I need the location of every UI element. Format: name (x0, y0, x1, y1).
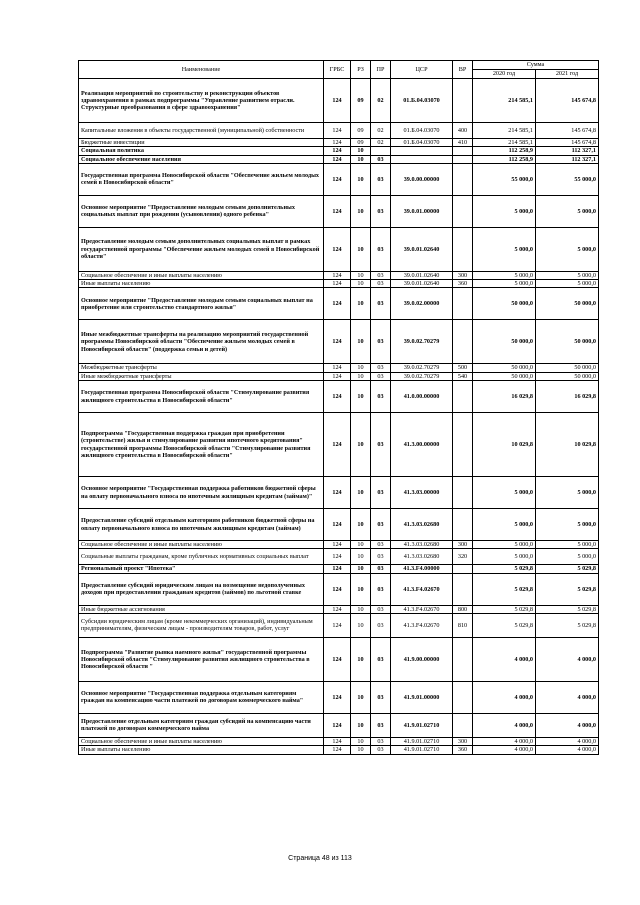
row-pr: 03 (371, 195, 391, 227)
row-pr: 03 (371, 573, 391, 605)
row-pr: 03 (371, 509, 391, 541)
row-sum-2020: 5 029,8 (473, 565, 536, 573)
row-grbs: 124 (324, 541, 351, 549)
row-csr: 41.9.01.02710 (391, 713, 453, 737)
row-sum-2021: 4 000,0 (536, 737, 599, 745)
row-csr: 41.3.03.02680 (391, 509, 453, 541)
row-rz: 10 (351, 737, 371, 745)
row-pr: 03 (371, 288, 391, 320)
row-name: Подпрограмма "Развитие рынка наемного жилья" государственной программы Новосибирской области "Стимулирование развития жилищного строительства в Новосибирской области " (79, 637, 324, 681)
row-sum-2020: 16 029,8 (473, 381, 536, 413)
row-sum-2020: 5 000,0 (473, 549, 536, 565)
row-name: Бюджетные инвестиции (79, 139, 324, 147)
row-rz: 10 (351, 195, 371, 227)
row-csr: 41.3.F4.02670 (391, 613, 453, 637)
row-csr: 41.3.03.02680 (391, 549, 453, 565)
col-header-2021: 2021 год (536, 70, 599, 79)
row-sum-2021: 5 029,8 (536, 605, 599, 613)
row-csr: 41.3.F4.00000 (391, 565, 453, 573)
table-row (79, 364, 599, 372)
table-row (79, 541, 599, 549)
col-header-sum: Сумма (473, 61, 599, 70)
row-grbs: 124 (324, 413, 351, 477)
row-csr: 39.0.02.70279 (391, 320, 453, 364)
row-sum-2020: 5 000,0 (473, 280, 536, 288)
table-row (79, 381, 599, 413)
row-csr: 39.0.02.70279 (391, 364, 453, 372)
table-row (79, 681, 599, 713)
row-csr: 01.Б.04.03070 (391, 123, 453, 139)
row-sum-2020: 4 000,0 (473, 746, 536, 754)
row-sum-2021: 5 000,0 (536, 195, 599, 227)
row-pr: 03 (371, 565, 391, 573)
table-row (79, 288, 599, 320)
row-vr (453, 713, 473, 737)
row-csr: 39.0.02.70279 (391, 372, 453, 380)
row-csr: 39.0.01.02640 (391, 227, 453, 271)
row-pr: 03 (371, 477, 391, 509)
row-sum-2020: 112 258,9 (473, 155, 536, 163)
row-vr (453, 637, 473, 681)
row-sum-2021: 145 674,8 (536, 123, 599, 139)
row-vr: 810 (453, 613, 473, 637)
row-sum-2021: 145 674,8 (536, 139, 599, 147)
row-rz: 10 (351, 509, 371, 541)
row-csr: 01.Б.04.03070 (391, 79, 453, 123)
row-vr: 500 (453, 364, 473, 372)
row-grbs: 124 (324, 681, 351, 713)
row-sum-2021: 16 029,8 (536, 381, 599, 413)
row-sum-2020: 214 585,1 (473, 123, 536, 139)
row-rz: 10 (351, 637, 371, 681)
row-rz: 10 (351, 613, 371, 637)
row-pr: 03 (371, 637, 391, 681)
row-grbs: 124 (324, 155, 351, 163)
row-grbs: 124 (324, 195, 351, 227)
row-grbs: 124 (324, 364, 351, 372)
row-sum-2021: 5 029,8 (536, 573, 599, 605)
row-name: Предоставление отдельным категориям граждан субсидий на компенсацию части платежей по договорам коммерческого найма (79, 713, 324, 737)
row-sum-2020: 50 000,0 (473, 372, 536, 380)
table-row (79, 320, 599, 364)
table-row (79, 280, 599, 288)
row-sum-2021: 5 000,0 (536, 477, 599, 509)
row-name: Социальное обеспечение и иные выплаты населению (79, 737, 324, 745)
row-csr: 41.3.03.02680 (391, 541, 453, 549)
row-csr: 41.9.01.00000 (391, 681, 453, 713)
row-sum-2020: 5 000,0 (473, 227, 536, 271)
row-name: Иные межбюджетные трансферты на реализацию мероприятий государственной программы Новосибирской области "Обеспечение жильем молодых семей в Новосибирской области" (поддержка семьи и детей) (79, 320, 324, 364)
row-name: Социальное обеспечение населения (79, 155, 324, 163)
row-csr: 39.0.01.00000 (391, 195, 453, 227)
row-vr (453, 163, 473, 195)
row-vr: 300 (453, 737, 473, 745)
row-vr (453, 413, 473, 477)
table-row (79, 746, 599, 754)
row-name: Иные бюджетные ассигнования (79, 605, 324, 613)
row-rz: 09 (351, 123, 371, 139)
col-header-csr: ЦСР (391, 61, 453, 79)
table-row (79, 605, 599, 613)
row-vr (453, 477, 473, 509)
row-pr: 02 (371, 123, 391, 139)
row-pr: 03 (371, 541, 391, 549)
row-csr: 39.0.01.02640 (391, 280, 453, 288)
row-name: Иные межбюджетные трансферты (79, 372, 324, 380)
row-name: Иные выплаты населению (79, 746, 324, 754)
row-vr (453, 79, 473, 123)
table-row (79, 227, 599, 271)
row-csr: 39.0.02.00000 (391, 288, 453, 320)
row-csr: 39.0.01.02640 (391, 271, 453, 279)
table-row (79, 123, 599, 139)
row-csr: 41.3.F4.02670 (391, 573, 453, 605)
row-vr: 360 (453, 746, 473, 754)
row-grbs: 124 (324, 613, 351, 637)
table-row (79, 155, 599, 163)
row-rz: 10 (351, 565, 371, 573)
row-sum-2021: 50 000,0 (536, 288, 599, 320)
row-rz: 10 (351, 477, 371, 509)
row-grbs: 124 (324, 271, 351, 279)
row-csr: 41.9.01.02710 (391, 746, 453, 754)
row-name: Социальное обеспечение и иные выплаты населению (79, 541, 324, 549)
row-grbs: 124 (324, 320, 351, 364)
budget-table-container (78, 60, 598, 755)
row-grbs: 124 (324, 280, 351, 288)
row-csr (391, 147, 453, 155)
row-grbs: 124 (324, 477, 351, 509)
row-sum-2021: 5 000,0 (536, 227, 599, 271)
row-sum-2020: 50 000,0 (473, 320, 536, 364)
row-vr: 320 (453, 549, 473, 565)
row-sum-2020: 5 000,0 (473, 477, 536, 509)
row-rz: 10 (351, 147, 371, 155)
table-row (79, 573, 599, 605)
row-sum-2021: 50 000,0 (536, 320, 599, 364)
row-vr (453, 573, 473, 605)
row-rz: 10 (351, 320, 371, 364)
row-rz: 10 (351, 372, 371, 380)
col-header-grbs: ГРБС (324, 61, 351, 79)
row-sum-2021: 5 000,0 (536, 541, 599, 549)
row-rz: 09 (351, 79, 371, 123)
row-pr: 03 (371, 280, 391, 288)
row-sum-2020: 5 029,8 (473, 613, 536, 637)
row-sum-2021: 5 000,0 (536, 549, 599, 565)
row-sum-2021: 4 000,0 (536, 713, 599, 737)
row-rz: 10 (351, 364, 371, 372)
row-sum-2021: 5 029,8 (536, 565, 599, 573)
page-number: Страница 48 из 113 (288, 855, 352, 862)
row-vr (453, 147, 473, 155)
row-name: Межбюджетные трансферты (79, 364, 324, 372)
row-name: Капитальные вложения в объекты государственной (муниципальной) собственности (79, 123, 324, 139)
row-grbs: 124 (324, 549, 351, 565)
table-row (79, 549, 599, 565)
row-grbs: 124 (324, 163, 351, 195)
row-pr: 03 (371, 605, 391, 613)
row-sum-2021: 4 000,0 (536, 681, 599, 713)
row-pr: 03 (371, 681, 391, 713)
row-pr: 03 (371, 155, 391, 163)
row-grbs: 124 (324, 509, 351, 541)
row-pr: 03 (371, 364, 391, 372)
table-row (79, 637, 599, 681)
row-sum-2021: 5 000,0 (536, 271, 599, 279)
table-row (79, 271, 599, 279)
row-sum-2020: 50 000,0 (473, 288, 536, 320)
row-vr (453, 509, 473, 541)
row-rz: 10 (351, 746, 371, 754)
row-sum-2020: 4 000,0 (473, 681, 536, 713)
row-rz: 10 (351, 605, 371, 613)
row-vr: 400 (453, 123, 473, 139)
table-row (79, 565, 599, 573)
row-pr: 02 (371, 139, 391, 147)
row-name: Социальное обеспечение и иные выплаты населению (79, 271, 324, 279)
row-vr (453, 320, 473, 364)
row-sum-2020: 50 000,0 (473, 364, 536, 372)
row-grbs: 124 (324, 147, 351, 155)
row-name: Иные выплаты населению (79, 280, 324, 288)
row-sum-2020: 214 585,1 (473, 139, 536, 147)
row-sum-2021: 145 674,8 (536, 79, 599, 123)
row-sum-2021: 50 000,0 (536, 364, 599, 372)
row-vr: 300 (453, 271, 473, 279)
row-sum-2020: 4 000,0 (473, 737, 536, 745)
row-rz: 09 (351, 139, 371, 147)
row-grbs: 124 (324, 381, 351, 413)
row-pr: 02 (371, 79, 391, 123)
row-name: Предоставление субсидий отдельным категориям работников бюджетной сферы на оплату первоначального взноса по ипотечным жилищным кредитам (займам) (79, 509, 324, 541)
row-vr (453, 195, 473, 227)
col-header-name: Наименование (79, 61, 324, 79)
row-pr: 03 (371, 746, 391, 754)
row-csr: 41.3.F4.02670 (391, 605, 453, 613)
table-row (79, 413, 599, 477)
row-rz: 10 (351, 280, 371, 288)
row-csr: 39.0.00.00000 (391, 163, 453, 195)
table-row (79, 372, 599, 380)
row-vr: 540 (453, 372, 473, 380)
row-grbs: 124 (324, 737, 351, 745)
row-rz: 10 (351, 713, 371, 737)
row-sum-2021: 5 000,0 (536, 280, 599, 288)
row-name: Социальная политика (79, 147, 324, 155)
table-row (79, 477, 599, 509)
col-header-2020: 2020 год (473, 70, 536, 79)
row-name: Основное мероприятие "Предоставление молодым семьям дополнительных социальных выплат при рождении (усыновлении) одного ребенка" (79, 195, 324, 227)
row-name: Государственная программа Новосибирской области "Стимулирование развития жилищного строительства в Новосибирской области" (79, 381, 324, 413)
row-pr: 03 (371, 227, 391, 271)
row-sum-2021: 112 327,1 (536, 147, 599, 155)
row-grbs: 124 (324, 637, 351, 681)
row-sum-2020: 112 258,9 (473, 147, 536, 155)
row-pr: 03 (371, 737, 391, 745)
row-pr: 03 (371, 713, 391, 737)
row-sum-2020: 5 029,8 (473, 605, 536, 613)
row-vr (453, 381, 473, 413)
row-sum-2020: 5 000,0 (473, 195, 536, 227)
row-name: Предоставление молодым семьям дополнительных социальных выплат в рамках государственной программы "Обеспечение жильем молодых семей в Новосибирской области" (79, 227, 324, 271)
row-csr: 41.0.00.00000 (391, 381, 453, 413)
row-sum-2021: 4 000,0 (536, 746, 599, 754)
row-rz: 10 (351, 163, 371, 195)
row-csr: 41.3.00.00000 (391, 413, 453, 477)
row-pr: 03 (371, 549, 391, 565)
row-rz: 10 (351, 155, 371, 163)
row-name: Основное мероприятие "Государственная поддержка работников бюджетной сферы на оплату первоначального взноса по ипотечным жилищным кредитам (займам)" (79, 477, 324, 509)
row-rz: 10 (351, 549, 371, 565)
table-row (79, 613, 599, 637)
row-rz: 10 (351, 573, 371, 605)
row-sum-2021: 50 000,0 (536, 372, 599, 380)
row-sum-2021: 55 000,0 (536, 163, 599, 195)
row-grbs: 124 (324, 746, 351, 754)
row-csr: 01.Б.04.03070 (391, 139, 453, 147)
row-name: Подпрограмма "Государственная поддержка граждан при приобретении (строительстве) жилья и стимулирование развития ипотечного кредитования" государственной программы Новосибирской области "Стимулирование развития жилищного строительства в Новосибирской области" (79, 413, 324, 477)
row-vr (453, 227, 473, 271)
budget-table (78, 60, 599, 755)
table-row (79, 163, 599, 195)
row-vr: 410 (453, 139, 473, 147)
row-name: Основное мероприятие "Государственная поддержка отдельным категориям граждан на компенсацию части платежей по договорам коммерческого найма" (79, 681, 324, 713)
row-rz: 10 (351, 288, 371, 320)
row-grbs: 124 (324, 573, 351, 605)
row-sum-2020: 10 029,8 (473, 413, 536, 477)
row-rz: 10 (351, 227, 371, 271)
row-sum-2020: 55 000,0 (473, 163, 536, 195)
row-name: Субсидии юридическим лицам (кроме некоммерческих организаций), индивидуальным предпринимателям, физическим лицам - производителям товаров, работ, услуг (79, 613, 324, 637)
row-pr: 03 (371, 381, 391, 413)
table-row (79, 509, 599, 541)
table-body (79, 79, 599, 755)
row-sum-2020: 214 585,1 (473, 79, 536, 123)
row-name: Предоставление субсидий юридическим лицам на возмещение недополученных доходов при предоставлении гражданам кредитов (займов) по льготной ставке (79, 573, 324, 605)
row-sum-2021: 5 029,8 (536, 613, 599, 637)
row-vr: 300 (453, 541, 473, 549)
row-pr: 03 (371, 163, 391, 195)
row-sum-2020: 4 000,0 (473, 637, 536, 681)
row-csr: 41.9.00.00000 (391, 637, 453, 681)
table-row (79, 139, 599, 147)
row-csr: 41.3.03.00000 (391, 477, 453, 509)
row-sum-2020: 5 000,0 (473, 509, 536, 541)
row-rz: 10 (351, 381, 371, 413)
row-grbs: 124 (324, 605, 351, 613)
row-sum-2021: 10 029,8 (536, 413, 599, 477)
row-name: Социальные выплаты гражданам, кроме публичных нормативных социальных выплат (79, 549, 324, 565)
row-vr: 800 (453, 605, 473, 613)
row-rz: 10 (351, 681, 371, 713)
row-rz: 10 (351, 271, 371, 279)
row-name: Реализация мероприятий по строительству и реконструкции объектов здравоохранения в рамках подпрограммы "Управление развитием отрасли. Структурные преобразования в сфере здравоохранения" (79, 79, 324, 123)
row-pr: 03 (371, 271, 391, 279)
row-rz: 10 (351, 413, 371, 477)
row-name: Основное мероприятие "Предоставление молодым семьям социальных выплат на приобретение или строительство стандартного жилья" (79, 288, 324, 320)
row-grbs: 124 (324, 123, 351, 139)
row-vr (453, 565, 473, 573)
row-sum-2020: 5 000,0 (473, 541, 536, 549)
row-vr (453, 288, 473, 320)
row-sum-2020: 4 000,0 (473, 713, 536, 737)
row-grbs: 124 (324, 713, 351, 737)
row-sum-2021: 5 000,0 (536, 509, 599, 541)
col-header-rz: РЗ (351, 61, 371, 79)
col-header-vr: ВР (453, 61, 473, 79)
row-pr: 03 (371, 613, 391, 637)
row-grbs: 124 (324, 288, 351, 320)
row-grbs: 124 (324, 227, 351, 271)
row-sum-2021: 4 000,0 (536, 637, 599, 681)
row-pr: 03 (371, 320, 391, 364)
table-row (79, 147, 599, 155)
table-row (79, 195, 599, 227)
row-vr: 360 (453, 280, 473, 288)
row-pr: 03 (371, 413, 391, 477)
row-pr (371, 147, 391, 155)
table-row (79, 713, 599, 737)
row-name: Государственная программа Новосибирской области "Обеспечение жильем молодых семей в Новосибирской области" (79, 163, 324, 195)
table-row (79, 79, 599, 123)
row-sum-2020: 5 029,8 (473, 573, 536, 605)
row-sum-2020: 5 000,0 (473, 271, 536, 279)
row-name: Региональный проект "Ипотека" (79, 565, 324, 573)
row-vr (453, 155, 473, 163)
row-grbs: 124 (324, 565, 351, 573)
row-grbs: 124 (324, 79, 351, 123)
row-vr (453, 681, 473, 713)
row-csr: 41.9.01.02710 (391, 737, 453, 745)
row-sum-2021: 112 327,1 (536, 155, 599, 163)
col-header-pr: ПР (371, 61, 391, 79)
row-csr (391, 155, 453, 163)
row-grbs: 124 (324, 372, 351, 380)
row-grbs: 124 (324, 139, 351, 147)
row-rz: 10 (351, 541, 371, 549)
table-row (79, 737, 599, 745)
row-pr: 03 (371, 372, 391, 380)
